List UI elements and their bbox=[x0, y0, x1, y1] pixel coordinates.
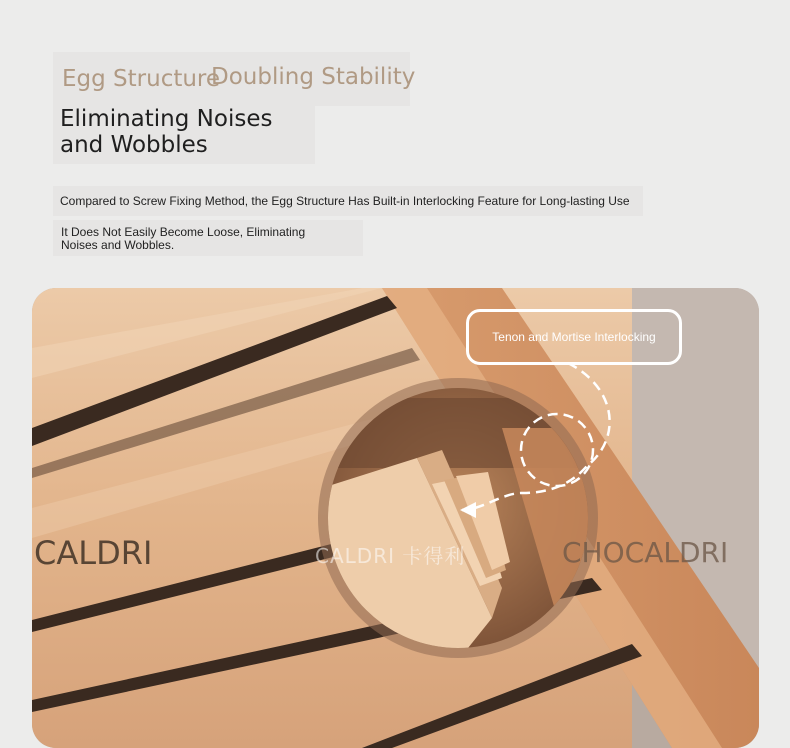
product-photo bbox=[32, 288, 759, 748]
title-egg-structure: Egg Structure bbox=[62, 66, 221, 92]
subtitle-line-1: Compared to Screw Fixing Method, the Egg Structure Has Built-in Interlocking Feature for Long-lasting Use bbox=[60, 194, 630, 208]
callout-tenon-mortise: Tenon and Mortise Interlocking bbox=[466, 309, 682, 365]
watermark-right: CHOCALDRI bbox=[562, 536, 729, 569]
subtitle-line-2: It Does Not Easily Become Loose, Eliminating Noises and Wobbles. bbox=[61, 225, 306, 252]
watermark-left: CALDRI bbox=[34, 534, 153, 572]
main-title: Eliminating Noises and Wobbles bbox=[60, 106, 273, 158]
watermark-center: CALDRI 卡得利 bbox=[315, 544, 466, 568]
title-doubling-stability: Doubling Stability bbox=[211, 64, 416, 90]
